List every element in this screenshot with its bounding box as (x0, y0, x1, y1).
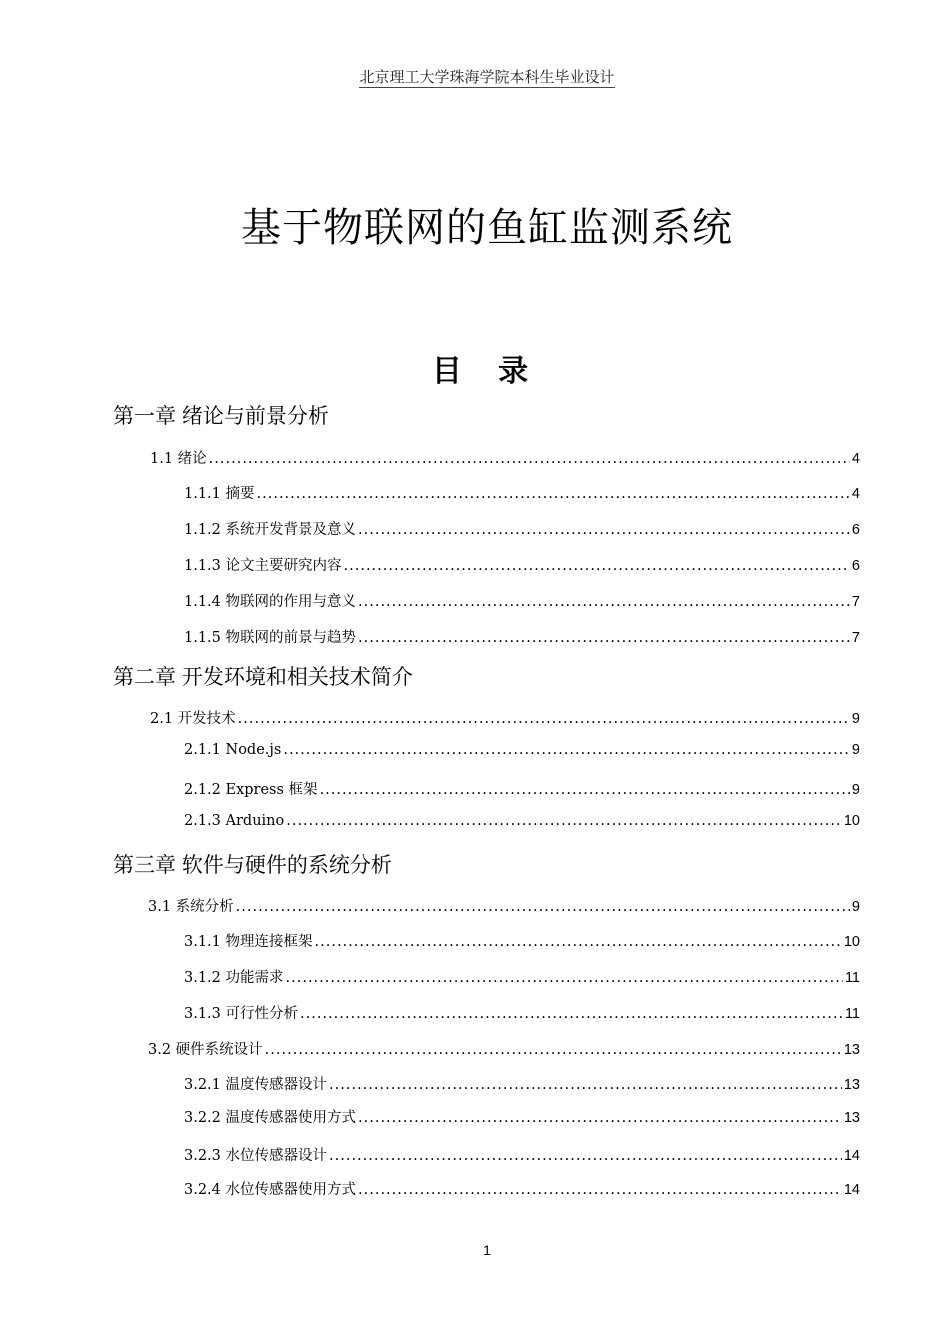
toc-entry-page: 11 (844, 970, 860, 986)
toc-chapter-1[interactable]: 第一章 绪论与前景分析 (113, 405, 329, 428)
toc-leader (358, 630, 850, 646)
toc-leader (265, 1042, 842, 1058)
toc-entry-label: 1.1.2 系统开发背景及意义 (184, 522, 357, 538)
toc-entry-label: 3.1 系统分析 (148, 899, 234, 915)
toc-leader (358, 522, 850, 538)
toc-entry-label: 3.2 硬件系统设计 (148, 1042, 263, 1058)
toc-entry-page: 10 (843, 934, 860, 950)
toc-entry[interactable] (150, 447, 860, 468)
toc-leader (329, 1077, 842, 1093)
toc-entry[interactable] (148, 895, 860, 916)
toc-entry-page: 6 (851, 522, 860, 538)
toc-entry[interactable] (184, 626, 860, 647)
toc-entry[interactable] (184, 742, 860, 758)
header-text: 北京理工大学珠海学院本科生毕业设计 (359, 68, 615, 86)
toc-entry-label: 1.1 绪论 (150, 451, 207, 467)
toc-entry-page: 7 (851, 630, 860, 646)
toc-chapter-3[interactable]: 第三章 软件与硬件的系统分析 (113, 854, 392, 877)
toc-leader (358, 1110, 842, 1126)
document-title: 基于物联网的鱼缸监测系统 (241, 206, 733, 250)
toc-entry-page: 13 (843, 1110, 860, 1126)
toc-entry[interactable] (184, 966, 860, 987)
toc-leader (236, 899, 850, 915)
toc-entry[interactable] (184, 1106, 860, 1127)
toc-entry-label: 2.1.1 Node.js (184, 742, 282, 758)
toc-entry-page: 11 (844, 1006, 860, 1022)
toc-entry[interactable] (184, 930, 860, 951)
toc-entry-page: 4 (851, 451, 860, 467)
toc-entry[interactable] (184, 813, 860, 829)
toc-entry-page: 14 (843, 1148, 860, 1164)
toc-entry-label: 2.1.3 Arduino (184, 813, 285, 829)
toc-leader (257, 486, 850, 502)
page-number: 1 (483, 1242, 491, 1258)
toc-entry-label: 2.1.2 Express 框架 (184, 782, 318, 798)
toc-entry[interactable] (184, 590, 860, 611)
toc-entry-page: 9 (851, 899, 860, 915)
toc-leader (286, 813, 842, 829)
toc-leader (329, 1148, 842, 1164)
toc-entry[interactable] (184, 778, 860, 799)
toc-entry-page: 6 (851, 558, 860, 574)
toc-entry[interactable] (184, 1144, 860, 1165)
toc-leader (344, 558, 850, 574)
toc-leader (286, 970, 843, 986)
toc-entry-label: 2.1 开发技术 (150, 711, 236, 727)
toc-entry-label: 3.2.3 水位传感器设计 (184, 1148, 328, 1164)
toc-entry[interactable] (184, 554, 860, 575)
toc-entry-label: 1.1.1 摘要 (184, 486, 255, 502)
toc-leader (238, 711, 850, 727)
toc-entry-label: 3.1.2 功能需求 (184, 970, 284, 986)
toc-entry-label: 3.2.4 水位传感器使用方式 (184, 1182, 357, 1198)
toc-entry-label: 3.1.1 物理连接框架 (184, 934, 313, 950)
toc-entry[interactable] (184, 518, 860, 539)
toc-entry-label: 1.1.5 物联网的前景与趋势 (184, 630, 357, 646)
running-header (0, 66, 950, 87)
toc-leader (283, 742, 850, 758)
toc-leader (209, 451, 850, 467)
toc-entry-label: 3.2.1 温度传感器设计 (184, 1077, 328, 1093)
toc-entry-page: 14 (843, 1182, 860, 1198)
toc-entry-page: 13 (843, 1042, 860, 1058)
toc-entry[interactable] (184, 1178, 860, 1199)
toc-entry-label: 1.1.4 物联网的作用与意义 (184, 594, 357, 610)
toc-entry-page: 7 (851, 594, 860, 610)
toc-entry-page: 9 (851, 782, 860, 798)
toc-entry-label: 3.2.2 温度传感器使用方式 (184, 1110, 357, 1126)
toc-entry[interactable] (184, 1002, 860, 1023)
toc-entry-page: 9 (851, 711, 860, 727)
toc-entry-label: 1.1.3 论文主要研究内容 (184, 558, 342, 574)
toc-entry-page: 4 (851, 486, 860, 502)
toc-entry[interactable] (184, 1073, 860, 1094)
toc-entry-page: 10 (843, 813, 860, 829)
toc-entry-label: 3.1.3 可行性分析 (184, 1006, 299, 1022)
toc-leader (315, 934, 842, 950)
toc-entry-page: 9 (851, 742, 860, 758)
toc-leader (358, 594, 850, 610)
toc-entry[interactable] (184, 482, 860, 503)
toc-leader (300, 1006, 843, 1022)
toc-heading: 目 录 (431, 355, 543, 388)
toc-entry[interactable] (150, 707, 860, 728)
toc-entry-page: 13 (843, 1077, 860, 1093)
toc-leader (358, 1182, 842, 1198)
toc-leader (320, 782, 850, 798)
toc-chapter-2[interactable]: 第二章 开发环境和相关技术简介 (113, 666, 413, 689)
toc-entry[interactable] (148, 1038, 860, 1059)
